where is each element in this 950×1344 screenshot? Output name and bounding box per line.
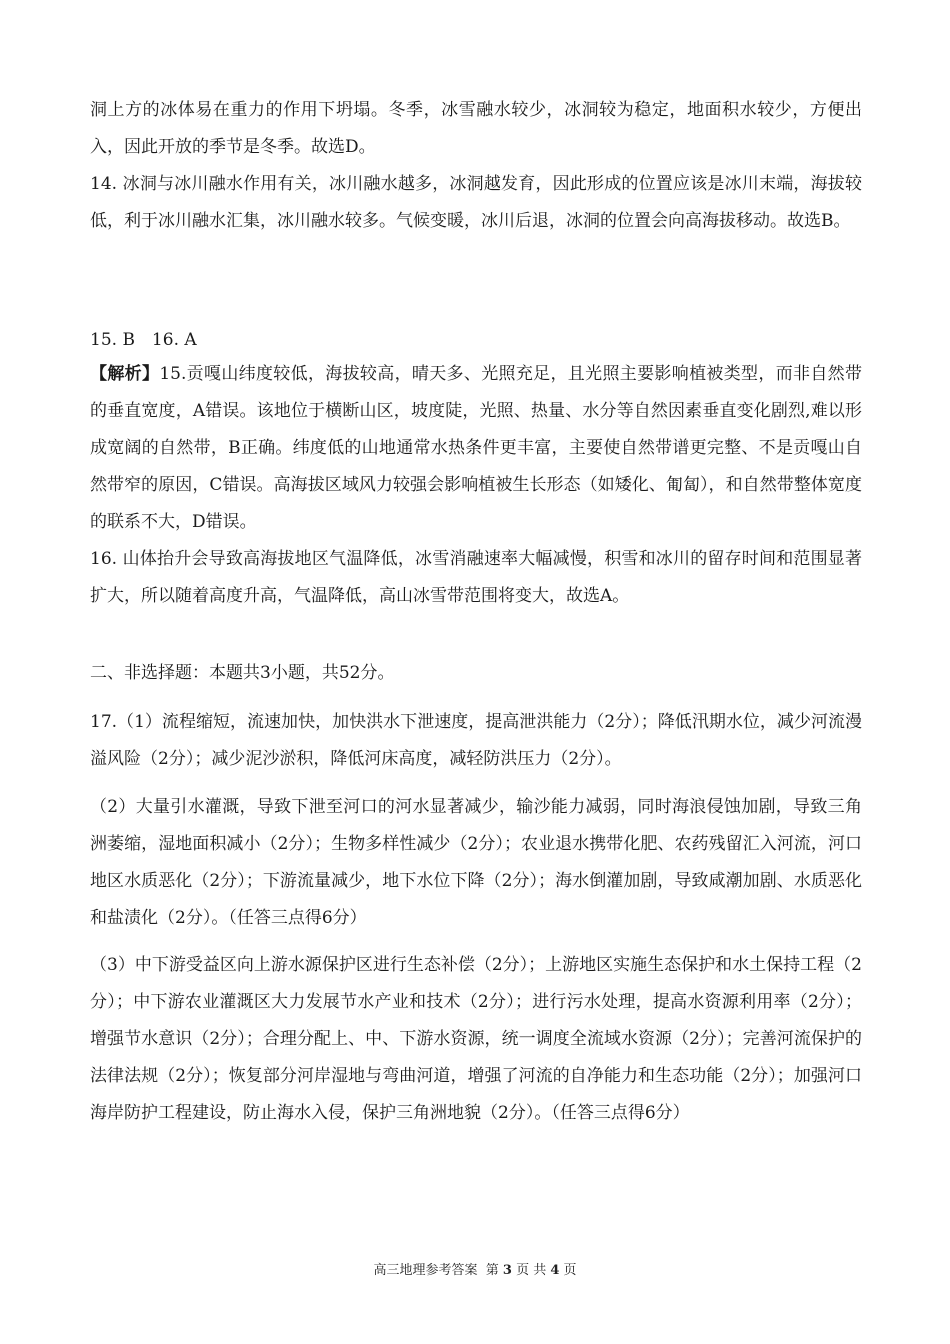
q14-answer: [90, 166, 862, 240]
section-heading: [90, 655, 862, 692]
page-footer: [0, 1262, 950, 1280]
q15-16-answers: [90, 322, 862, 359]
footer-page-total: 4: [550, 1263, 560, 1278]
q15-analysis: [90, 356, 862, 541]
section-heading-text: 二、非选择题：本题共3小题，共52分。: [90, 663, 395, 683]
answers-15-16: 15. B 16. A: [90, 330, 197, 350]
footer-page-suffix: 页: [563, 1263, 577, 1278]
q13-continuation-text: 洞上方的冰体易在重力的作用下坍塌。冬季，冰雪融水较少，冰洞较为稳定，地面积水较少，方便出入，因此开放的季节是冬季。故选D。: [90, 100, 862, 157]
q15-text: 15.贡嘎山纬度较低，海拔较高，晴天多、光照充足，且光照主要影响植被类型，而非自然带的垂直宽度，A错误。该地位于横断山区，坡度陡，光照、热量、水分等自然因素垂直变化剧烈,难以形成宽阔的自然带，B正确。纬度低的山地通常水热条件更丰富，主要使自然带谱更完整、不是贡嘎山自然带窄的原因，C错误。高海拔区域风力较强会影响植被生长形态（如矮化、匍匐），和自然带整体宽度的联系不大，D错误。: [90, 364, 863, 532]
q17-part3: [90, 947, 862, 1132]
q17-part3-text: （3）中下游受益区向上游水源保护区进行生态补偿（2分）；上游地区实施生态保护和水土保持工程（2分）；中下游农业灌溉区大力发展节水产业和技术（2分）；进行污水处理，提高水资源利用率（2分）；增强节水意识（2分）；合理分配上、中、下游水资源，统一调度全流域水资源（2分）；完善河流保护的法律法规（2分）；恢复部分河岸湿地与弯曲河道，增强了河流的自净能力和生态功能（2分）；加强河口海岸防护工程建设，防止海水入侵，保护三角洲地貌（2分）。（任答三点得6分）: [90, 955, 862, 1123]
q17-part2-text: （2）大量引水灌溉，导致下泄至河口的河水显著减少，输沙能力减弱，同时海浪侵蚀加剧，导致三角洲萎缩，湿地面积减小（2分）；生物多样性减少（2分）；农业退水携带化肥、农药残留汇入河流，河口地区水质恶化（2分）；下游流量减少，地下水位下降（2分）；海水倒灌加剧，导致咸潮加剧、水质恶化和盐渍化（2分）。（任答三点得6分）: [90, 797, 862, 928]
q17-part1-text: 17.（1）流程缩短，流速加快，加快洪水下泄速度，提高泄洪能力（2分）；降低汛期水位，减少河流漫溢风险（2分）；减少泥沙淤积，降低河床高度，减轻防洪压力（2分）。: [90, 712, 862, 769]
footer-page-prefix: 第: [485, 1263, 499, 1278]
q17-part1: [90, 704, 862, 778]
q16-answer: [90, 541, 862, 615]
footer-page-mid: 页 共: [516, 1263, 547, 1278]
q16-text: 16. 山体抬升会导致高海拔地区气温降低，冰雪消融速率大幅减慢，积雪和冰川的留存时间和范围显著扩大，所以随着高度升高，气温降低，高山冰雪带范围将变大，故选A。: [90, 549, 862, 606]
q15-analysis-paragraph: [90, 356, 862, 541]
footer-page-current: 3: [502, 1263, 512, 1278]
analysis-label: 【解析】: [90, 364, 160, 384]
q13-continuation: [90, 92, 862, 166]
q17-part2: [90, 789, 862, 937]
footer-title: 高三地理参考答案: [373, 1263, 478, 1278]
q14-text: 14. 冰洞与冰川融水作用有关，冰川融水越多，冰洞越发育，因此形成的位置应该是冰川末端，海拔较低，利于冰川融水汇集，冰川融水较多。气候变暖，冰川后退，冰洞的位置会向高海拔移动。故选B。: [90, 174, 862, 231]
